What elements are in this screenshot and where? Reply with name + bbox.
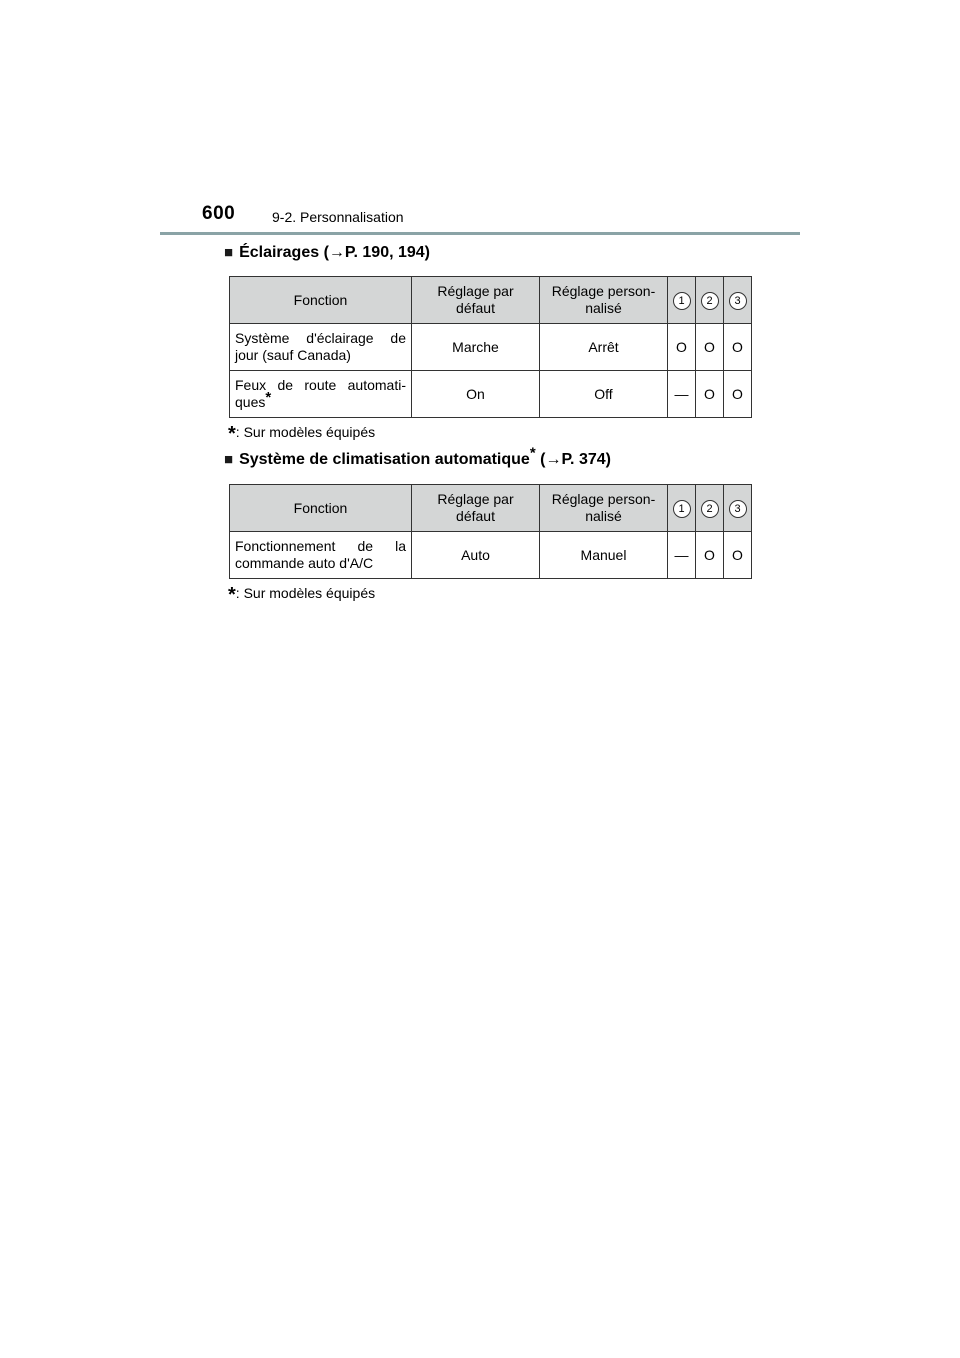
function-cell: Fonctionnement de la commande auto d'A/C [230,532,412,579]
method-2-cell: O [696,324,724,371]
table-row [230,324,752,371]
column-header-default: Réglage par défaut [412,485,540,532]
table-header-row [230,277,752,324]
footnote-asterisk: * [265,389,272,406]
header-divider [160,232,800,235]
column-header-function: Fonction [230,485,412,532]
footnote-asterisk: * [228,584,236,606]
page-reference-link[interactable]: P. 190, 194) [344,244,430,261]
table-row [230,532,752,579]
method-3-cell: O [724,371,752,418]
column-header-method-1 [668,277,696,324]
section-title: Éclairages ( [239,244,329,261]
column-header-function: Fonction [230,277,412,324]
footnote-text: : Sur modèles équipés [235,585,376,601]
footnote [228,584,375,607]
square-bullet-icon: ■ [224,244,234,261]
climate-settings-table [229,484,752,579]
page-number: 600 [202,203,236,224]
function-cell: Système d'éclairage de jour (sauf Canada) [230,324,412,371]
default-cell: Auto [412,532,540,579]
paren-text: ( [535,451,546,468]
page-reference-link[interactable]: P. 374) [561,451,611,468]
column-header-custom: Réglage person-nalisé [540,277,668,324]
default-cell: Marche [412,324,540,371]
circled-number-3: 3 [729,500,747,518]
column-header-method-3 [724,277,752,324]
circled-number-1: 1 [673,292,691,310]
method-3-cell: O [724,324,752,371]
footnote [228,423,375,446]
custom-cell: Off [540,371,668,418]
section-heading-lighting [224,244,430,262]
footnote-text: : Sur modèles équipés [235,424,376,440]
table-header-row [230,485,752,532]
column-header-method-2 [696,277,724,324]
function-cell [230,371,412,418]
custom-cell: Arrêt [540,324,668,371]
default-cell: On [412,371,540,418]
arrow-icon: → [545,451,562,468]
circled-number-2: 2 [701,500,719,518]
column-header-default: Réglage par défaut [412,277,540,324]
method-3-cell: O [724,532,752,579]
method-1-cell: — [668,371,696,418]
arrow-icon: → [328,244,345,261]
chapter-title: 9-2. Personnalisation [272,209,404,225]
circled-number-2: 2 [701,292,719,310]
circled-number-1: 1 [673,500,691,518]
footnote-asterisk: * [529,444,536,462]
function-text: Feux de route automati-ques [235,377,406,410]
circled-number-3: 3 [729,292,747,310]
square-bullet-icon: ■ [224,451,234,468]
table-row [230,371,752,418]
column-header-method-1 [668,485,696,532]
custom-cell: Manuel [540,532,668,579]
lighting-settings-table [229,276,752,418]
method-1-cell: O [668,324,696,371]
footnote-asterisk: * [228,423,236,445]
section-title: Système de climatisation automatique [239,451,530,468]
column-header-method-2 [696,485,724,532]
method-2-cell: O [696,532,724,579]
method-1-cell: — [668,532,696,579]
column-header-method-3 [724,485,752,532]
method-2-cell: O [696,371,724,418]
column-header-custom: Réglage person-nalisé [540,485,668,532]
section-heading-climate [224,444,611,469]
